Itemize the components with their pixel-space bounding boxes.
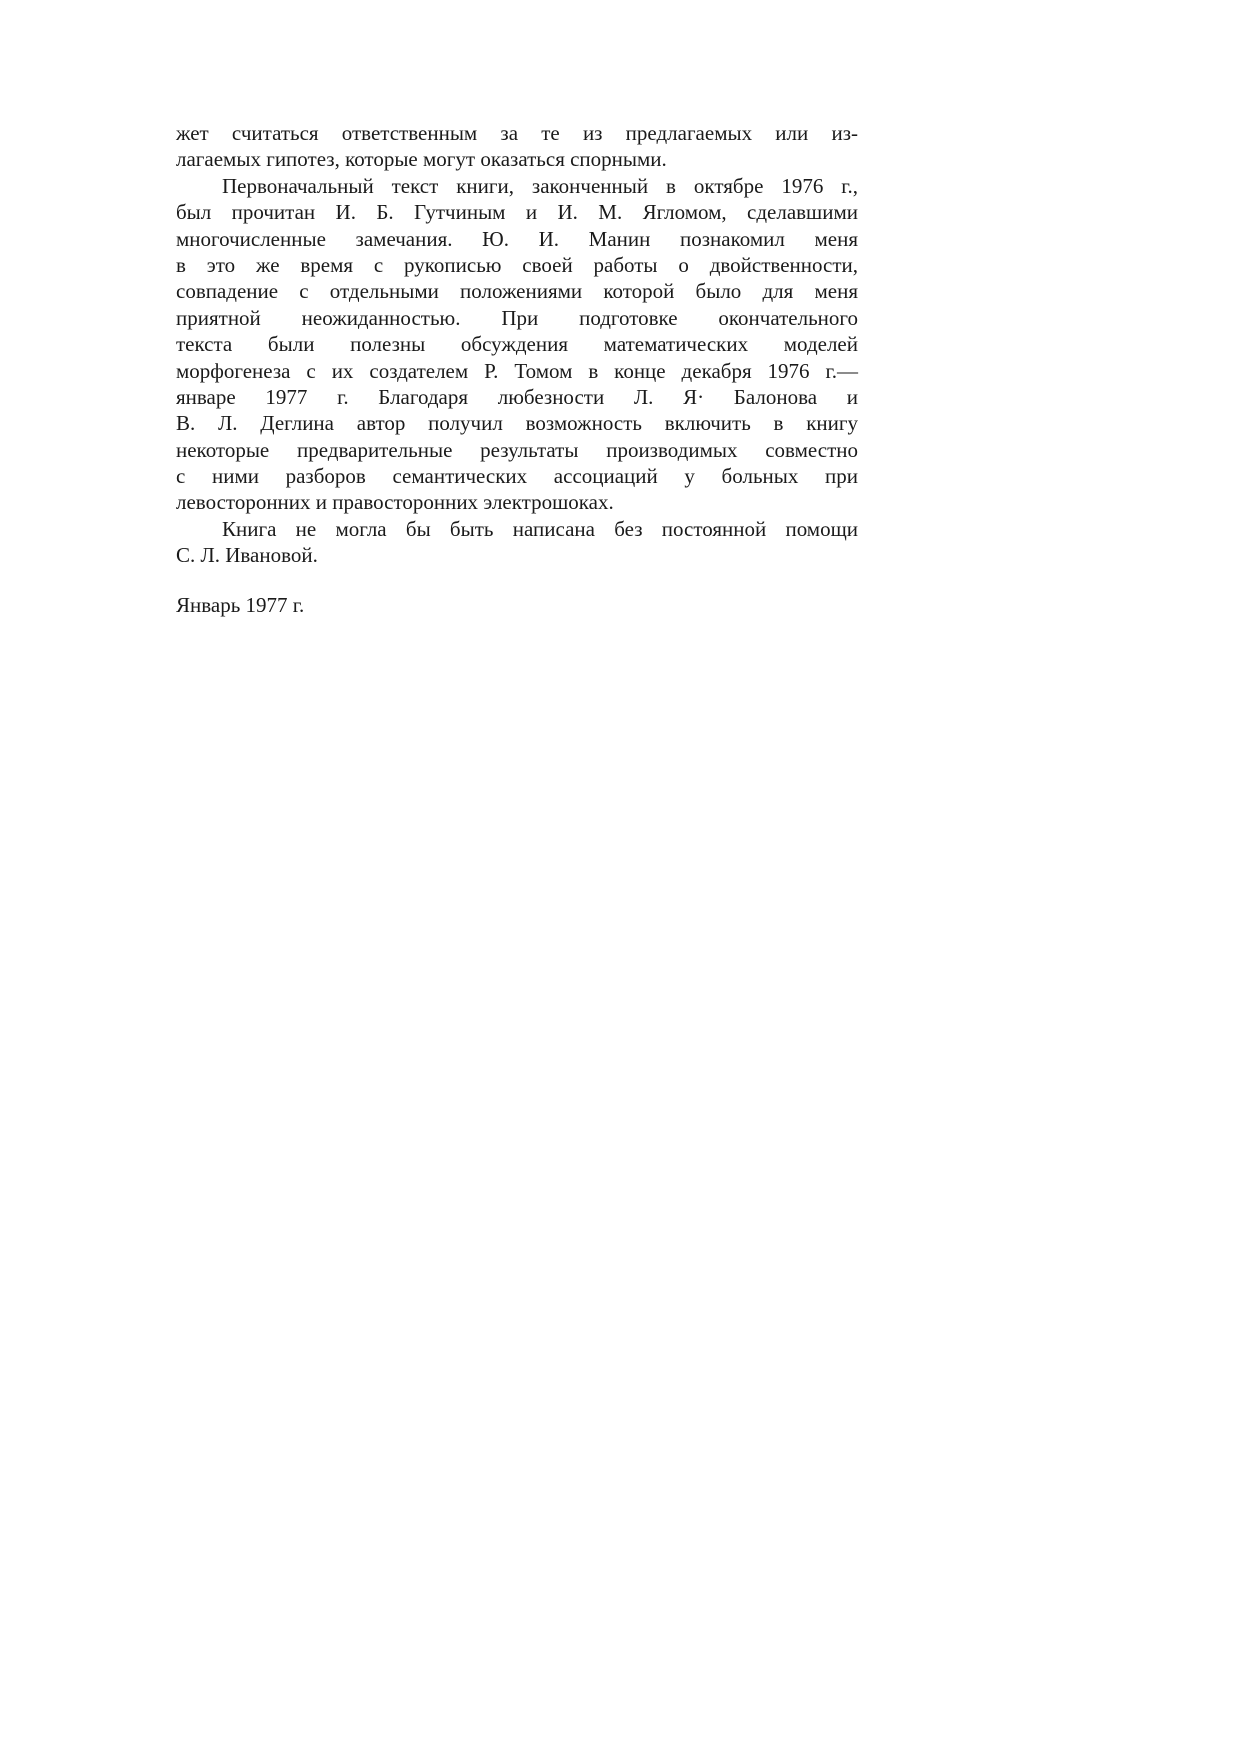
text-line: совпадение с отдельными положениями которой было для меня	[176, 279, 858, 304]
text-line: приятной неожиданностью. При подготовке окончательного	[176, 305, 858, 330]
text-line: многочисленные замечания. Ю. И. Манин познакомил меня	[176, 226, 858, 251]
text-line: лагаемых гипотез, которые могут оказаться спорными.	[176, 147, 667, 172]
text-line: январе 1977 г. Благодаря любезности Л. Я· Балонова и	[176, 384, 858, 409]
date-signature: Январь 1977 г.	[176, 593, 305, 617]
text-line: жет считаться ответственным за те из предлагаемых или из-	[176, 121, 858, 145]
text-line: с ними разборов семантических ассоциаций у больных при	[176, 464, 858, 489]
text-line: В. Л. Деглина автор получил возможность включить в книгу	[176, 411, 858, 436]
text-line: Первоначальный текст книги, законченный в октябре 1976 г.,	[222, 173, 858, 198]
paragraph-1	[176, 120, 858, 173]
text-line: текста были полезны обсуждения математических моделей	[176, 332, 858, 357]
text-line: был прочитан И. Б. Гутчиным и И. М. Ягломом, сделавшими	[176, 200, 858, 225]
text-line: некоторые предварительные результаты производимых совместно	[176, 437, 858, 462]
paragraph-2	[176, 173, 858, 516]
text-line: Книга не могла бы быть написана без постоянной помощи	[222, 516, 858, 541]
body-text	[176, 120, 858, 569]
paragraph-3	[176, 516, 858, 569]
text-line: в это же время с рукописью своей работы о двойственности,	[176, 252, 858, 277]
text-line: левосторонних и правосторонних электрошоках.	[176, 490, 614, 515]
text-line: морфогенеза с их создателем Р. Томом в конце декабря 1976 г.—	[176, 358, 858, 383]
text-line: С. Л. Ивановой.	[176, 543, 318, 568]
